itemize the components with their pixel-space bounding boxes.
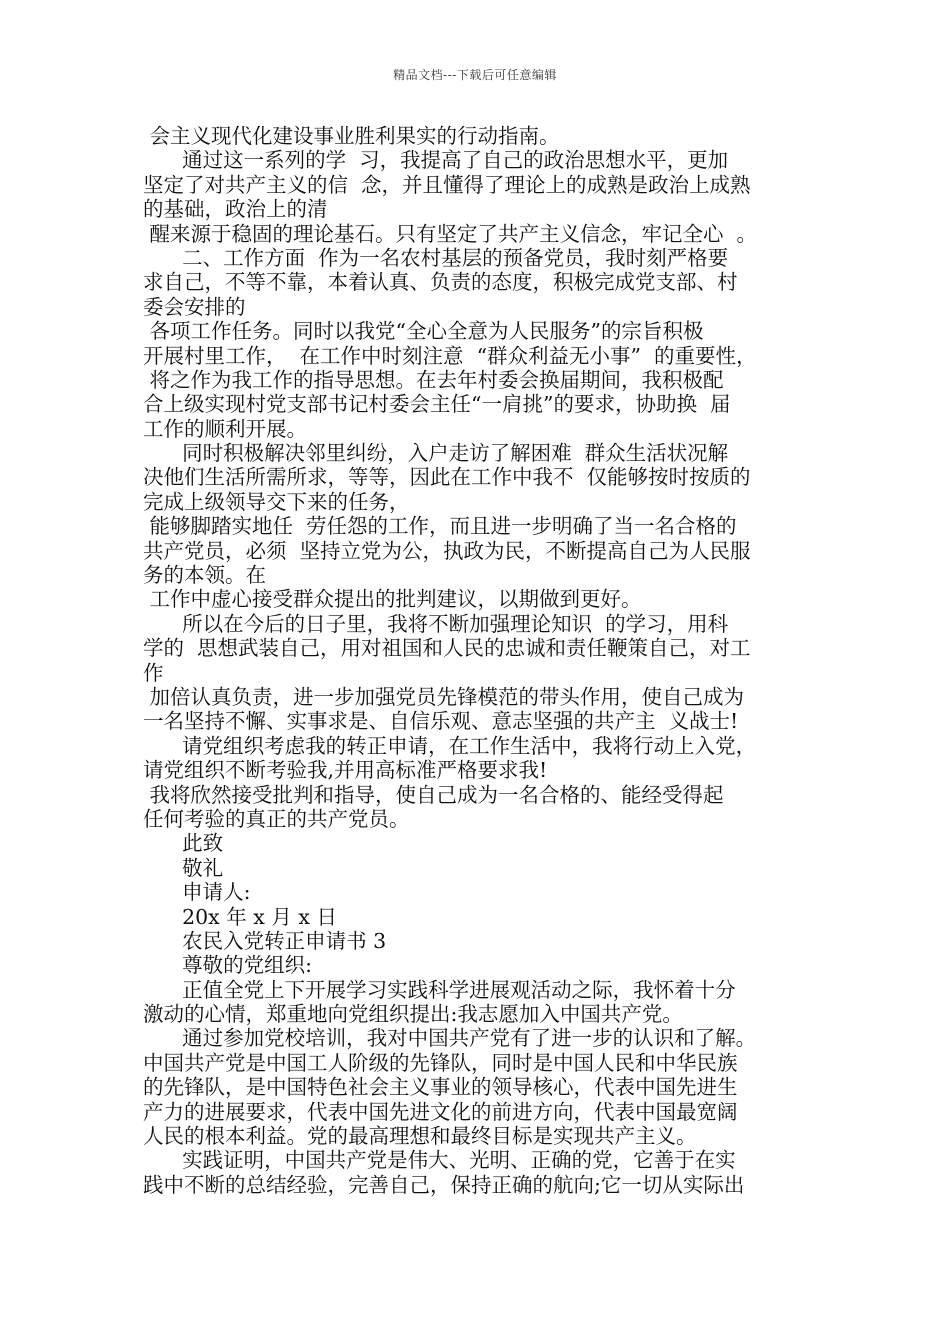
text-line: 20x 年 x 月 x 日 xyxy=(143,904,337,929)
text-line: 二、工作方面 作为一名农村基层的预备党员，我时刻严格要 xyxy=(143,245,729,270)
text-line: 一名坚持不懈、实事求是、自信乐观、意志坚强的共产主 义战士! xyxy=(143,709,739,734)
text-line: 能够脚踏实地任 劳任怨的工作，而且进一步明确了当一名合格的 xyxy=(143,514,737,539)
text-line: 实践证明，中国共产党是伟大、光明、正确的党，它善于在实 xyxy=(143,1148,736,1173)
text-line: 会主义现代化建设事业胜利果实的行动指南。 xyxy=(143,124,560,148)
text-line: 各项工作任务。同时以我党“全心全意为人民服务”的宗旨积极 xyxy=(143,319,704,344)
text-line: 开展村里工作， 在工作中时刻注意 “群众利益无小事” 的重要性， xyxy=(143,343,757,368)
text-line: 正值全党上下开展学习实践科学进展观活动之际，我怀着十分 xyxy=(143,977,736,1002)
text-line: 激动的心情，郑重地向党组织提出:我志愿加入中国共产党。 xyxy=(143,1002,683,1027)
text-line: 坚定了对共产主义的信 念，并且懂得了理论上的成熟是政治上成熟 xyxy=(143,172,751,197)
text-line: 工作的顺利开展。 xyxy=(143,416,307,441)
text-line: 敬礼 xyxy=(143,855,224,880)
text-line: 委会安排的 xyxy=(143,294,246,319)
text-line: 完成上级领导交下来的任务， xyxy=(143,489,410,514)
text-line: 农民入党转正申请书 3 xyxy=(143,928,387,953)
text-line: 醒来源于稳固的理论基石。只有坚定了共产主义信念，牢记全心 。 xyxy=(143,221,758,246)
text-line: 将之作为我工作的指导思想。在去年村委会换届期间，我积极配 xyxy=(143,367,724,392)
text-line: 申请人: xyxy=(143,880,251,905)
text-line: 的先锋队，是中国特色社会主义事业的领导核心，代表中国先进生 xyxy=(143,1075,738,1100)
text-line: 践中不断的总结经验，完善自己，保持正确的航向;它一切从实际出 xyxy=(143,1172,745,1197)
text-line: 中国共产党是中国工人阶级的先锋队，同时是中国人民和中华民族 xyxy=(143,1050,738,1075)
text-line: 作 xyxy=(143,660,164,685)
text-line: 任何考验的真正的共产党员。 xyxy=(143,806,410,831)
text-line: 同时积极解决邻里纠纷，入户走访了解困难 群众生活状况解 xyxy=(143,441,729,466)
text-line: 的基础，政治上的清 xyxy=(143,197,328,222)
text-line: 我将欣然接受批判和指导，使自己成为一名合格的、能经受得起 xyxy=(143,782,724,807)
text-line: 共产党员，必须 坚持立党为公，执政为民，不断提高自己为人民服 xyxy=(143,538,751,563)
text-line: 学的 思想武装自己，用对祖国和人民的忠诚和责任鞭策自己，对工 xyxy=(143,636,751,661)
text-line: 请党组织考虑我的转正申请，在工作生活中，我将行动上入党， xyxy=(143,733,757,758)
page-header: 精品文档---下载后可任意编辑 xyxy=(393,68,557,82)
text-line: 产力的进展要求，代表中国先进文化的前进方向，代表中国最宽阔 xyxy=(143,1099,738,1124)
text-line: 请党组织不断考验我,并用高标准严格要求我! xyxy=(143,758,548,783)
text-line: 尊敬的党组织: xyxy=(143,953,313,978)
text-line: 工作中虚心接受群众提出的批判建议，以期做到更好。 xyxy=(143,587,642,612)
text-line: 决他们生活所需所求，等等，因此在工作中我不 仅能够按时按质的 xyxy=(143,465,751,490)
text-line: 人民的根本利益。党的最高理想和最终目标是实现共产主义。 xyxy=(143,1124,697,1149)
text-line: 合上级实现村党支部书记村委会主任“一肩挑”的要求，协助换 届 xyxy=(143,392,731,417)
text-line: 此致 xyxy=(143,831,224,856)
document-body xyxy=(143,124,811,1197)
text-line: 通过这一系列的学 习，我提高了自己的政治思想水平，更加 xyxy=(143,148,729,173)
text-line: 通过参加党校培训，我对中国共产党有了进一步的认识和了解。 xyxy=(143,1026,757,1051)
text-line: 所以在今后的日子里，我将不断加强理论知识 的学习，用科 xyxy=(143,611,729,636)
text-line: 加倍认真负责，进一步加强党员先锋模范的带头作用，使自己成为 xyxy=(143,684,745,709)
text-line: 务的本领。在 xyxy=(143,563,266,588)
text-line: 求自己，不等不靠，本着认真、负责的态度，积极完成党支部、村 xyxy=(143,270,738,295)
